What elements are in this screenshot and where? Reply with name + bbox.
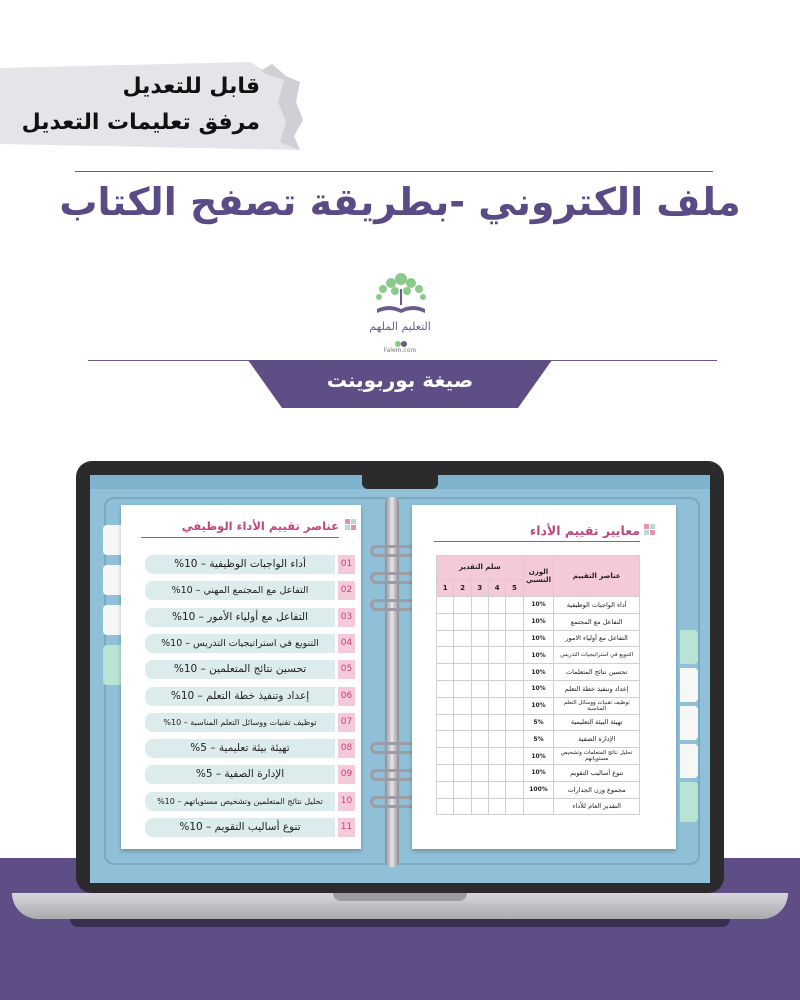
right-page-title: معايير تقييم الأداء xyxy=(529,523,640,538)
table-row xyxy=(437,697,640,714)
weight-cell: 5% xyxy=(523,714,554,731)
score-cell[interactable] xyxy=(489,798,506,815)
score-cell[interactable] xyxy=(506,630,523,647)
side-tab-3[interactable] xyxy=(103,605,121,635)
criteria-cell: إعداد وتنفيذ خطة التعلم xyxy=(554,680,640,697)
item-bar[interactable]: توظيف تقنيات ووسائل التعلم المناسبة – 10% xyxy=(145,713,335,732)
level-header: 1 xyxy=(437,579,454,596)
plus-grid-icon xyxy=(345,519,357,531)
score-cell[interactable] xyxy=(437,798,454,815)
binder-ring-4 xyxy=(370,742,416,754)
weight-cell xyxy=(523,798,554,815)
level-header: 3 xyxy=(471,579,488,596)
score-cell[interactable] xyxy=(437,731,454,748)
weight-cell: 5% xyxy=(523,731,554,748)
table-row xyxy=(437,714,640,731)
score-cell[interactable] xyxy=(506,647,523,664)
score-cell[interactable] xyxy=(471,647,488,664)
item-bar[interactable]: تحليل نتائج المتعلمين وتشخيص مستوياتهم – 10% xyxy=(145,792,335,811)
criteria-cell: مجموع وزن الجدارات xyxy=(554,781,640,798)
binder-ring-6 xyxy=(370,796,416,808)
score-cell[interactable] xyxy=(506,764,523,781)
criteria-cell: أداء الواجبات الوظيفية xyxy=(554,597,640,614)
score-cell[interactable] xyxy=(454,680,471,697)
item-number: 04 xyxy=(338,634,355,653)
weight-cell: 10% xyxy=(523,697,554,714)
page-title: ملف الكتروني -بطريقة تصفح الكتاب xyxy=(59,180,741,224)
score-cell[interactable] xyxy=(454,630,471,647)
score-cell[interactable] xyxy=(437,748,454,765)
item-number: 08 xyxy=(338,739,355,758)
binder-ring-2 xyxy=(370,572,416,584)
score-cell[interactable] xyxy=(489,748,506,765)
score-cell[interactable] xyxy=(454,597,471,614)
weight-header: الوزن النسبي xyxy=(523,556,554,597)
score-cell[interactable] xyxy=(437,697,454,714)
criteria-cell: تنوع أساليب التقويم xyxy=(554,764,640,781)
logo-url: Falem.com xyxy=(383,347,417,354)
score-cell[interactable] xyxy=(489,781,506,798)
score-cell[interactable] xyxy=(471,697,488,714)
table-row xyxy=(437,798,640,815)
criteria-header: عناصر التقييم xyxy=(554,556,640,597)
score-cell[interactable] xyxy=(506,664,523,681)
score-cell[interactable] xyxy=(506,714,523,731)
table-row xyxy=(437,764,640,781)
table-row xyxy=(437,731,640,748)
score-cell[interactable] xyxy=(506,781,523,798)
criteria-cell: تحليل نتائج المتعلمات وتشخيص مستوياتهم xyxy=(554,748,640,765)
score-cell[interactable] xyxy=(489,680,506,697)
score-cell[interactable] xyxy=(454,613,471,630)
item-bar[interactable]: الإدارة الصفية – 5% xyxy=(145,765,335,784)
score-cell[interactable] xyxy=(454,714,471,731)
side-tab-9[interactable] xyxy=(680,782,698,822)
plus-grid-icon xyxy=(644,524,656,536)
item-bar[interactable]: تهيئة بيئة تعليمية – 5% xyxy=(145,739,335,758)
score-cell[interactable] xyxy=(471,680,488,697)
score-cell[interactable] xyxy=(454,781,471,798)
score-cell[interactable] xyxy=(471,748,488,765)
score-cell[interactable] xyxy=(454,697,471,714)
score-cell[interactable] xyxy=(506,680,523,697)
item-bar[interactable]: إعداد وتنفيذ خطة التعلم – 10% xyxy=(145,687,335,706)
score-cell[interactable] xyxy=(489,630,506,647)
item-number: 10 xyxy=(338,792,355,811)
laptop-shadow xyxy=(70,919,730,927)
score-cell[interactable] xyxy=(471,630,488,647)
item-number: 03 xyxy=(338,608,355,627)
item-bar[interactable]: التفاعل مع المجتمع المهني – 10% xyxy=(145,581,335,600)
score-cell[interactable] xyxy=(489,714,506,731)
weight-cell: 10% xyxy=(523,748,554,765)
logo-name: التعليم الملهم xyxy=(369,320,431,333)
laptop-groove xyxy=(333,893,467,901)
weight-cell: 10% xyxy=(523,680,554,697)
criteria-cell: الإدارة الصفية xyxy=(554,731,640,748)
table-row xyxy=(437,664,640,681)
weight-cell: 10% xyxy=(523,630,554,647)
badge-line-2: مرفق تعليمات التعديل xyxy=(21,110,260,135)
item-number: 05 xyxy=(338,660,355,679)
criteria-cell: التفاعل مع المجتمع xyxy=(554,613,640,630)
score-cell[interactable] xyxy=(454,764,471,781)
score-cell[interactable] xyxy=(506,697,523,714)
item-bar[interactable]: التنويع في استراتيجيات التدريس – 10% xyxy=(145,634,335,653)
score-cell[interactable] xyxy=(454,731,471,748)
right-page xyxy=(412,505,676,849)
score-cell[interactable] xyxy=(471,764,488,781)
score-cell[interactable] xyxy=(437,714,454,731)
score-cell[interactable] xyxy=(471,714,488,731)
score-cell[interactable] xyxy=(454,798,471,815)
table-row xyxy=(437,613,640,630)
score-cell[interactable] xyxy=(506,597,523,614)
criteria-cell: تهيئة البيئة التعليمية xyxy=(554,714,640,731)
format-tab-label: صيغة بوربوينت xyxy=(326,368,474,392)
level-header: 4 xyxy=(489,579,506,596)
weight-cell: 10% xyxy=(523,597,554,614)
item-bar[interactable]: أداء الواجبات الوظيفية – 10% xyxy=(145,555,335,574)
side-tab-4[interactable] xyxy=(103,645,121,685)
score-cell[interactable] xyxy=(471,664,488,681)
binder-ring-3 xyxy=(370,599,416,611)
score-cell[interactable] xyxy=(471,798,488,815)
side-tab-7[interactable] xyxy=(680,706,698,740)
badge-line-1: قابل للتعديل xyxy=(122,74,260,99)
tree-book-logo-icon xyxy=(365,265,437,360)
camera-notch xyxy=(362,475,438,489)
item-number: 01 xyxy=(338,555,355,574)
item-bar[interactable]: تحسين نتائج المتعلمين – 10% xyxy=(145,660,335,679)
weight-cell: 10% xyxy=(523,647,554,664)
score-cell[interactable] xyxy=(489,597,506,614)
score-cell[interactable] xyxy=(454,748,471,765)
criteria-table xyxy=(436,555,640,815)
level-header: 2 xyxy=(454,579,471,596)
score-cell[interactable] xyxy=(506,798,523,815)
criteria-cell: توظيف تقنيات ووسائل التعلم المناسبة xyxy=(554,697,640,714)
score-cell[interactable] xyxy=(454,647,471,664)
weight-cell: 10% xyxy=(523,664,554,681)
item-bar[interactable]: تنوع أساليب التقويم – 10% xyxy=(145,818,335,837)
left-page-title: عناصر تقييم الأداء الوظيفي xyxy=(181,519,339,533)
score-cell[interactable] xyxy=(471,597,488,614)
weight-cell: 100% xyxy=(523,781,554,798)
score-cell[interactable] xyxy=(437,680,454,697)
score-cell[interactable] xyxy=(489,613,506,630)
score-cell[interactable] xyxy=(506,613,523,630)
binder-ring-5 xyxy=(370,769,416,781)
weight-cell: 10% xyxy=(523,764,554,781)
item-number: 11 xyxy=(338,818,355,837)
score-cell[interactable] xyxy=(437,664,454,681)
level-header: 5 xyxy=(506,579,523,596)
table-row xyxy=(437,630,640,647)
score-cell[interactable] xyxy=(506,731,523,748)
table-row xyxy=(437,748,640,765)
binder-ring-1 xyxy=(370,545,416,557)
left-page xyxy=(121,505,361,849)
scale-header: سلم التقدير xyxy=(437,556,524,580)
score-cell[interactable] xyxy=(454,664,471,681)
item-number: 09 xyxy=(338,765,355,784)
score-cell[interactable] xyxy=(471,731,488,748)
table-row xyxy=(437,597,640,614)
item-number: 06 xyxy=(338,687,355,706)
table-row xyxy=(437,680,640,697)
score-cell[interactable] xyxy=(437,613,454,630)
criteria-cell: تحسين نتائج المتعلمات xyxy=(554,664,640,681)
score-cell[interactable] xyxy=(489,664,506,681)
score-cell[interactable] xyxy=(437,764,454,781)
score-cell[interactable] xyxy=(437,597,454,614)
criteria-cell: التفاعل مع أولياء الامور xyxy=(554,630,640,647)
score-cell[interactable] xyxy=(489,731,506,748)
item-bar[interactable]: التفاعل مع أولياء الأمور – 10% xyxy=(145,608,335,627)
score-cell[interactable] xyxy=(506,748,523,765)
score-cell[interactable] xyxy=(437,630,454,647)
side-tab-6[interactable] xyxy=(680,668,698,702)
weight-cell: 10% xyxy=(523,613,554,630)
side-tab-2[interactable] xyxy=(103,565,121,595)
criteria-cell: التقدير العام للأداء xyxy=(554,798,640,815)
criteria-cell: التنويع في استراتيجيات التدريس xyxy=(554,647,640,664)
table-row xyxy=(437,781,640,798)
score-cell[interactable] xyxy=(437,647,454,664)
top-divider xyxy=(75,171,713,172)
score-cell[interactable] xyxy=(471,781,488,798)
side-tab-5[interactable] xyxy=(680,630,698,664)
score-cell[interactable] xyxy=(471,613,488,630)
side-tab-1[interactable] xyxy=(103,525,121,555)
score-cell[interactable] xyxy=(437,781,454,798)
item-number: 07 xyxy=(338,713,355,732)
side-tab-8[interactable] xyxy=(680,744,698,778)
score-cell[interactable] xyxy=(489,647,506,664)
score-cell[interactable] xyxy=(489,764,506,781)
table-row xyxy=(437,647,640,664)
item-number: 02 xyxy=(338,581,355,600)
score-cell[interactable] xyxy=(489,697,506,714)
